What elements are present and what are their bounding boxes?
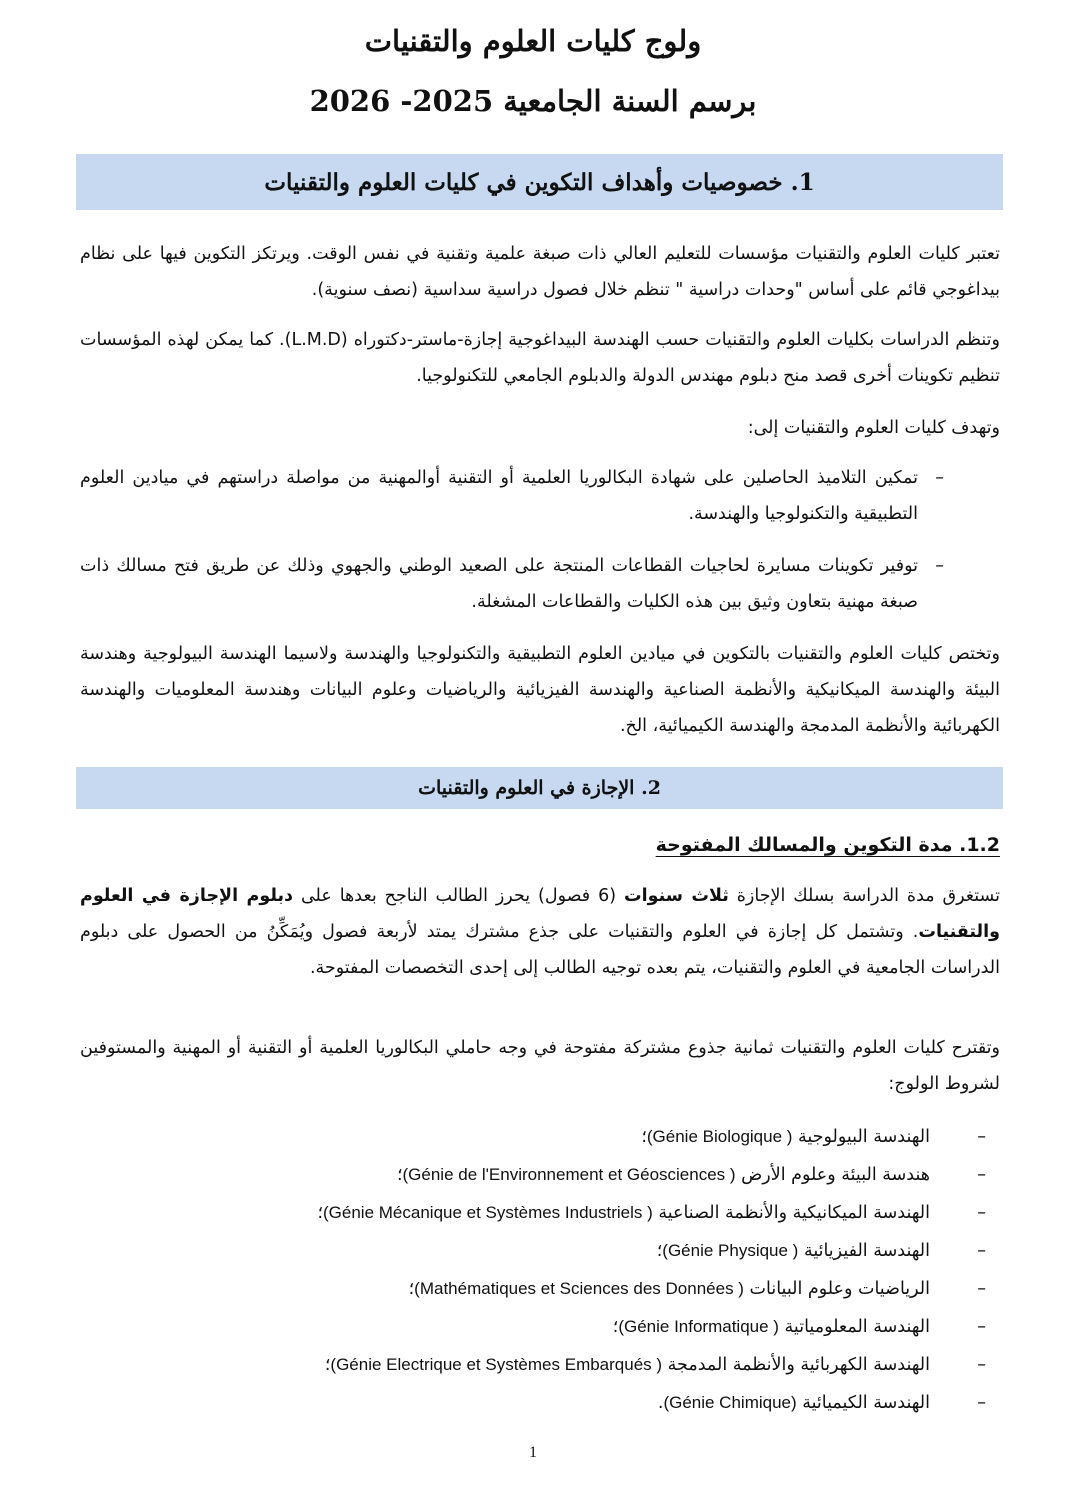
track-fr: (Génie Physique ) (662, 1241, 799, 1260)
track-ar: الهندسة الفيزيائية (803, 1241, 930, 1261)
para1-part-a: تستغرق مدة الدراسة بسلك الإجازة (728, 886, 1000, 906)
section1-heading-band (76, 154, 1003, 210)
track-ar: هندسة البيئة وعلوم الأرض (741, 1165, 930, 1185)
dash-bullet: – (977, 1355, 986, 1375)
track-item (120, 1122, 986, 1152)
para1-duration: ثلاث سنوات (624, 886, 729, 906)
section2-paragraph-2: وتقترح كليات العلوم والتقنيات ثمانية جذوع مشتركة مفتوحة في وجه حاملي البكالوريا العلمية أو التقنية أو المهنية والمستوفين لشروط الولوج: (80, 1038, 1000, 1094)
track-item (120, 1198, 986, 1228)
track-end: ؛ (396, 1165, 403, 1185)
section1-heading: 1. خصوصيات وأهداف التكوين في كليات العلوم والتقنيات (264, 168, 815, 196)
track-end: ؛ (641, 1127, 647, 1147)
para1-part-e: . وتشتمل كل إجازة في العلوم والتقنيات على جذع مشترك يمتد لأربعة فصول ويُمَكِّنُ من الحصول على دبلوم الدراسات الجامعية في العلوم والتقنيات، يتم بعده توجيه الطالب إلى إحدى التخصصات المفتوحة. (80, 922, 1000, 978)
section2-heading: 2. الإجازة في العلوم والتقنيات (418, 777, 661, 799)
track-fr: (Génie Informatique ) (618, 1317, 779, 1336)
dash-bullet: – (977, 1393, 986, 1413)
dash-bullet: – (977, 1165, 986, 1185)
section2-paragraph-1 (80, 878, 1000, 986)
track-ar: الرياضيات وعلوم البيانات (749, 1279, 930, 1299)
dash-bullet: – (935, 556, 944, 576)
track-end: ؛ (317, 1203, 324, 1223)
dash-bullet: – (935, 468, 944, 488)
goal-item-2 (80, 548, 1000, 620)
track-fr: (Mathématiques et Sciences des Données ) (414, 1279, 744, 1298)
track-fr: (Génie Electrique et Systèmes Embarqués ) (330, 1355, 663, 1374)
section1-paragraph-1: تعتبر كليات العلوم والتقنيات مؤسسات للتعليم العالي ذات صبغة علمية وتقنية في نفس الوقت. ويرتكز التكوين فيها على نظام بيداغوجي قائم على أساس "وحدات دراسية " تنظم خلال فصول دراسية سداسية (نصف سنوية). (80, 244, 1000, 300)
track-end: ؛ (408, 1279, 415, 1299)
dash-bullet: – (977, 1317, 986, 1337)
track-item (120, 1350, 986, 1380)
track-fr: (Génie Mécanique et Systèmes Industriels ) (323, 1203, 653, 1222)
track-item (120, 1312, 986, 1342)
track-item (120, 1274, 986, 1304)
para1-diploma: دبلوم الإجازة في العلوم والتقنيات (80, 886, 1000, 942)
page-number: 1 (529, 1444, 537, 1461)
track-fr: (Génie Chimique) (663, 1393, 797, 1412)
track-fr: (Génie de l'Environnement et Géosciences ) (402, 1165, 736, 1184)
section2-subheading: 1.2. مدة التكوين والمسالك المفتوحة (655, 834, 1000, 856)
track-ar: الهندسة البيولوجية (798, 1127, 930, 1147)
section1-paragraph-2: وتنظم الدراسات بكليات العلوم والتقنيات حسب الهندسة البيداغوجية إجازة-ماستر-دكتوراه (L.M.D). كما يمكن لهذه المؤسسات تنظيم تكوينات أخرى قصد منح دبلوم مهندس الدولة والدبلوم الجامعي للتكنولوجيا. (80, 330, 1000, 386)
track-item (120, 1236, 986, 1266)
track-end: ؛ (656, 1241, 663, 1261)
dash-bullet: – (977, 1279, 986, 1299)
track-item (120, 1388, 986, 1418)
section1-goals-intro: وتهدف كليات العلوم والتقنيات إلى: (747, 418, 1000, 438)
track-ar: الهندسة الميكانيكية والأنظمة الصناعية (658, 1203, 930, 1223)
track-end: ؛ (612, 1317, 619, 1337)
dash-bullet: – (977, 1127, 986, 1147)
section1-paragraph-3: وتختص كليات العلوم والتقنيات بالتكوين في ميادين العلوم التطبيقية والتكنولوجيا والهندسة ولاسيما الهندسة البيولوجية وهندسة البيئة والهندسة الميكانيكية والأنظمة الصناعية والهندسة الفيزيائية والرياضيات وعلوم البيانات وهندسة المعلوميات والهندسة الكهربائية والأنظمة المدمجة والهندسة الكيميائية، الخ. (80, 644, 1000, 736)
goal-item-1 (80, 460, 1000, 532)
track-end: . (657, 1393, 664, 1413)
page-title-line1: ولوج كليات العلوم والتقنيات (364, 24, 702, 58)
track-ar: الهندسة الكهربائية والأنظمة المدمجة (667, 1355, 930, 1375)
track-ar: الهندسة الكيميائية (802, 1393, 930, 1413)
goal-text-2: توفير تكوينات مسايرة لحاجيات القطاعات المنتجة على الصعيد الوطني والجهوي وذلك عن طريق فتح مسالك ذات صبغة مهنية بتعاون وثيق بين هذه الكليات والقطاعات المشغلة. (80, 556, 918, 612)
page-title-line2: برسم السنة الجامعية 2025- 2026 (309, 84, 757, 118)
track-end: ؛ (324, 1355, 331, 1375)
track-fr: (Génie Biologique ) (646, 1127, 793, 1146)
goal-text-1: تمكين التلاميذ الحاصلين على شهادة البكالوريا العلمية أو التقنية أوالمهنية من مواصلة دراستهم في ميادين العلوم التطبيقية والتكنولوجيا والهندسة. (80, 468, 918, 524)
section2-heading-band (76, 767, 1003, 809)
dash-bullet: – (977, 1203, 986, 1223)
track-ar: الهندسة المعلومياتية (784, 1317, 930, 1337)
track-item (120, 1160, 986, 1190)
para1-part-c: (6 فصول) يحرز الطالب الناجح بعدها على (293, 886, 625, 906)
dash-bullet: – (977, 1241, 986, 1261)
